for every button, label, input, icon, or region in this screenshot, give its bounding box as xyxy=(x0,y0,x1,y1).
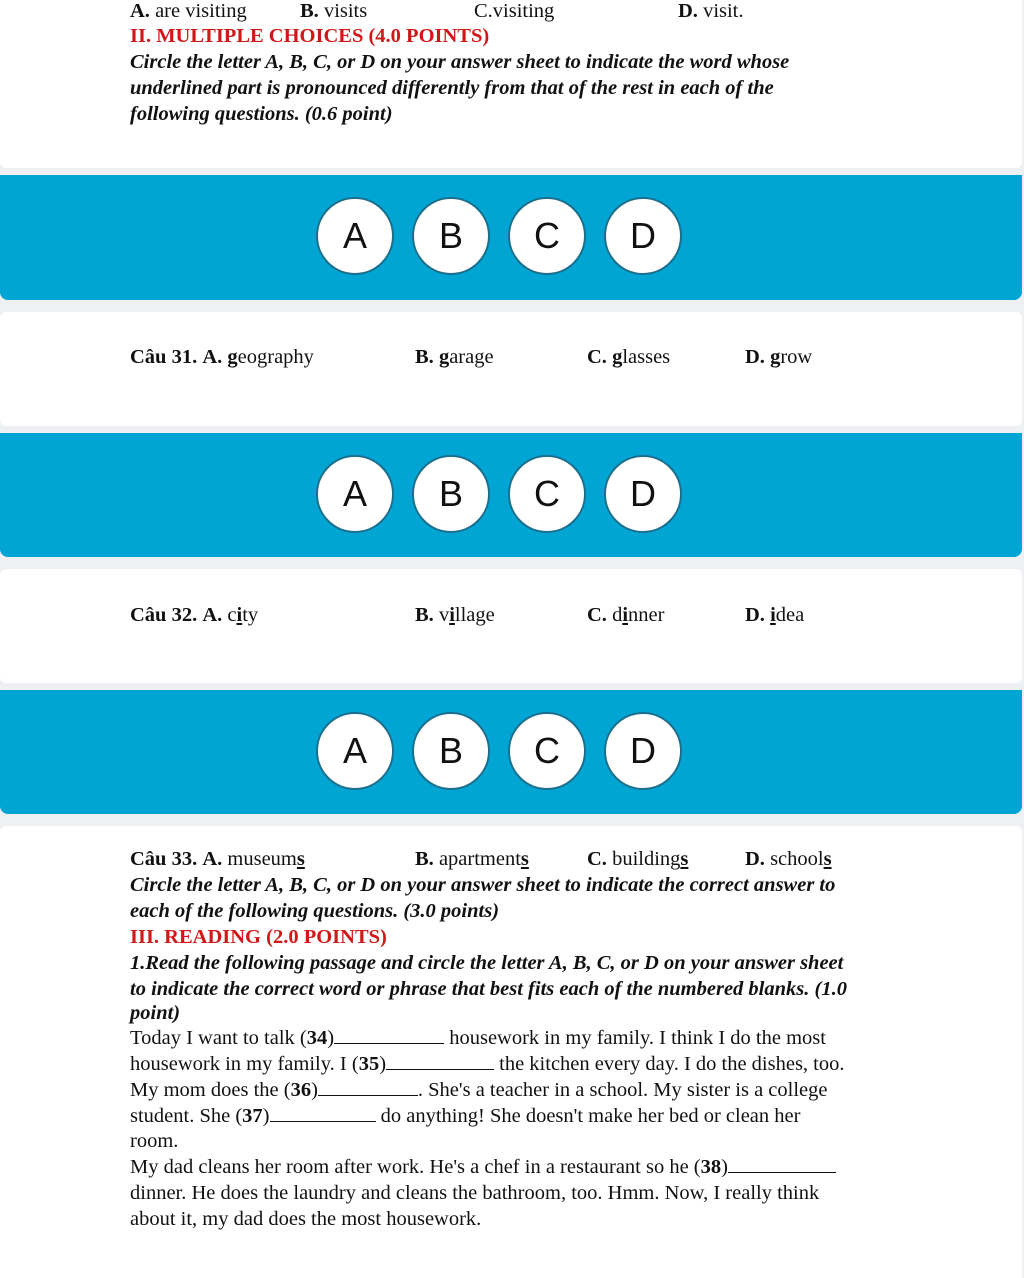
answer-d-button[interactable]: D xyxy=(604,197,682,275)
question-32-card xyxy=(0,569,1022,683)
q31-option-b: B. garage xyxy=(415,346,494,368)
q32-option-d: D. idea xyxy=(745,604,805,626)
q33-option-c: C. buildings xyxy=(587,848,689,870)
top-option-d: D. visit. xyxy=(678,0,744,22)
question-31-card xyxy=(0,312,1022,426)
passage-line-6: My dad cleans her room after work. He's a chef in a restaurant so he (38) xyxy=(130,1156,836,1179)
section2-instruction-line3: following questions. (0.6 point) xyxy=(130,103,393,125)
section2-instruction-line2: underlined part is pronounced differently from that of the rest in each of the xyxy=(130,77,774,99)
q33-option-d: D. schools xyxy=(745,848,832,870)
blank-35[interactable] xyxy=(386,1055,494,1070)
answer-b-button[interactable]: B xyxy=(412,712,490,790)
top-option-b: B. visits xyxy=(300,0,368,22)
q32-option-c: C. dinner xyxy=(587,604,665,626)
q33-label-option-a: Câu 33. A. museums xyxy=(130,848,305,870)
blank-34[interactable] xyxy=(334,1029,444,1044)
instruction2-line1: Circle the letter A, B, C, or D on your answer sheet to indicate the correct answer to xyxy=(130,874,836,896)
section3-heading: III. READING (2.0 POINTS) xyxy=(130,926,387,948)
passage-line-7: dinner. He does the laundry and cleans the bathroom, too. Hmm. Now, I really think xyxy=(130,1182,820,1204)
section2-instruction-line1: Circle the letter A, B, C, or D on your answer sheet to indicate the word whose xyxy=(130,51,790,73)
answer-d-button[interactable]: D xyxy=(604,712,682,790)
passage-line-8: about it, my dad does the most housework. xyxy=(130,1208,482,1230)
passage-line-5: room. xyxy=(130,1130,179,1152)
passage-line-3: My mom does the (36) . She's a teacher in a school. My sister is a college xyxy=(130,1079,828,1101)
passage-line-1: Today I want to talk (34) housework in my family. I think I do the most xyxy=(130,1027,826,1049)
q31-option-c: C. glasses xyxy=(587,346,671,368)
answer-c-button[interactable]: C xyxy=(508,712,586,790)
answer-c-button[interactable]: C xyxy=(508,197,586,275)
answer-b-button[interactable]: B xyxy=(412,197,490,275)
passage-line-4: student. She (37) do anything! She doesn't make her bed or clean her xyxy=(130,1105,801,1127)
answer-a-button[interactable]: A xyxy=(316,197,394,275)
section3-instruction-line3: point) xyxy=(130,1002,181,1024)
answer-band-1 xyxy=(0,175,1022,300)
answer-c-button[interactable]: C xyxy=(508,455,586,533)
q31-option-d: D. grow xyxy=(745,346,813,368)
q33-option-b: B. apartments xyxy=(415,848,529,870)
section3-instruction-line2: to indicate the correct word or phrase that best fits each of the numbered blanks. (1.0 xyxy=(130,978,847,1000)
blank-38[interactable] xyxy=(728,1158,836,1173)
answer-a-button[interactable]: A xyxy=(316,455,394,533)
answer-a-button[interactable]: A xyxy=(316,712,394,790)
answer-band-3 xyxy=(0,690,1022,814)
passage-line-2: housework in my family. I (35) the kitchen every day. I do the dishes, too. xyxy=(130,1053,845,1075)
blank-36[interactable] xyxy=(318,1081,418,1096)
top-option-c: C.visiting xyxy=(474,0,555,22)
instruction2-line2: each of the following questions. (3.0 points) xyxy=(130,900,500,922)
answer-b-button[interactable]: B xyxy=(412,455,490,533)
answer-band-2 xyxy=(0,433,1022,557)
section2-heading: II. MULTIPLE CHOICES (4.0 POINTS) xyxy=(130,25,490,47)
question-33-card xyxy=(0,826,1022,1278)
q32-label-option-a: Câu 32. A. city xyxy=(130,604,259,626)
answer-d-button[interactable]: D xyxy=(604,455,682,533)
top-card xyxy=(0,0,1022,168)
q32-option-b: B. village xyxy=(415,604,495,626)
top-option-a: A. are visiting xyxy=(130,0,247,22)
q31-label-option-a: Câu 31. A. geography xyxy=(130,346,314,368)
section3-instruction-line1: 1.Read the following passage and circle the letter A, B, C, or D on your answer sheet xyxy=(130,952,844,974)
blank-37[interactable] xyxy=(270,1107,376,1122)
